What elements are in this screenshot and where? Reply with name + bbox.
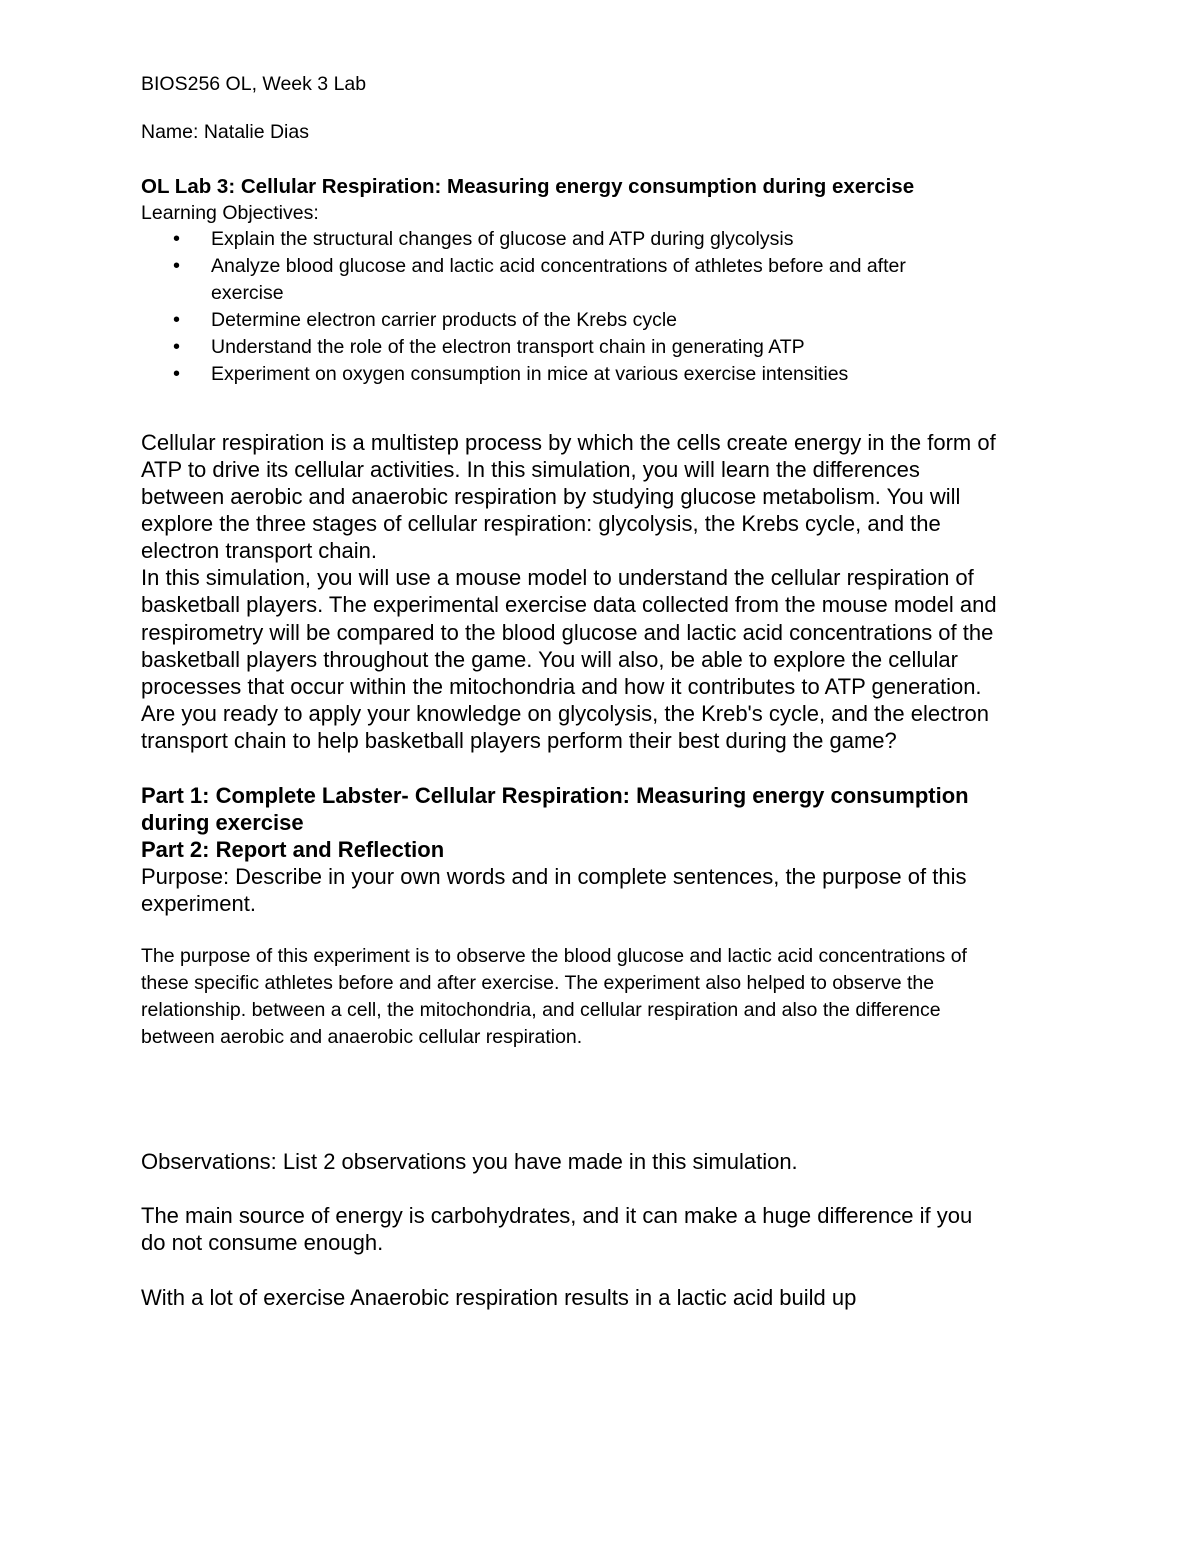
objective-item: • Analyze blood glucose and lactic acid concentrations of athletes before and after xyxy=(141,253,906,280)
observations-prompt: Observations: List 2 observations you have made in this simulation. xyxy=(141,1149,798,1174)
lab-title: OL Lab 3: Cellular Respiration: Measuring energy consumption during exercise xyxy=(141,175,915,198)
purpose-answer-line: between aerobic and anaerobic cellular respiration. xyxy=(141,1026,583,1048)
intro-line: processes that occur within the mitochondria and how it contributes to ATP generation. xyxy=(141,674,982,699)
part1-heading: Part 1: Complete Labster- Cellular Respiration: Measuring energy consumption xyxy=(141,783,969,808)
part2-heading: Part 2: Report and Reflection xyxy=(141,837,445,862)
intro-line: explore the three stages of cellular respiration: glycolysis, the Krebs cycle, and the xyxy=(141,511,941,536)
intro-line: basketball players. The experimental exercise data collected from the mouse model and xyxy=(141,592,997,617)
purpose-prompt: Purpose: Describe in your own words and in complete sentences, the purpose of this xyxy=(141,864,967,889)
student-name: Name: Natalie Dias xyxy=(141,121,309,143)
objectives-heading: Learning Objectives: xyxy=(141,202,319,224)
objective-item: • Explain the structural changes of glucose and ATP during glycolysis xyxy=(141,226,906,253)
observation-1-line: The main source of energy is carbohydrates, and it can make a huge difference if you xyxy=(141,1203,973,1228)
objective-item-continuation: exercise xyxy=(211,282,284,304)
intro-line: In this simulation, you will use a mouse model to understand the cellular respiration of xyxy=(141,565,974,590)
purpose-answer-line: The purpose of this experiment is to observe the blood glucose and lactic acid concentrations of xyxy=(141,945,967,967)
intro-line: basketball players throughout the game. You will also, be able to explore the cellular xyxy=(141,647,958,672)
intro-line: respirometry will be compared to the blood glucose and lactic acid concentrations of the xyxy=(141,620,994,645)
purpose-answer-line: relationship. between a cell, the mitochondria, and cellular respiration and also the difference xyxy=(141,999,941,1021)
objective-item: • Understand the role of the electron transport chain in generating ATP xyxy=(141,334,906,361)
observation-2: With a lot of exercise Anaerobic respiration results in a lactic acid build up xyxy=(141,1285,857,1310)
objective-item: • Determine electron carrier products of the Krebs cycle xyxy=(141,307,906,334)
intro-line: transport chain to help basketball players perform their best during the game? xyxy=(141,728,897,753)
part1-heading-cont: during exercise xyxy=(141,810,304,835)
objectives-list xyxy=(141,226,906,388)
intro-line: between aerobic and anaerobic respiration by studying glucose metabolism. You will xyxy=(141,484,961,509)
purpose-answer-line: these specific athletes before and after exercise. The experiment also helped to observe the xyxy=(141,972,935,994)
course-header: BIOS256 OL, Week 3 Lab xyxy=(141,73,367,95)
intro-line: Cellular respiration is a multistep process by which the cells create energy in the form of xyxy=(141,430,996,455)
intro-line: electron transport chain. xyxy=(141,538,378,563)
intro-line: ATP to drive its cellular activities. In this simulation, you will learn the differences xyxy=(141,457,920,482)
observation-1-line: do not consume enough. xyxy=(141,1230,384,1255)
objective-item: • Experiment on oxygen consumption in mice at various exercise intensities xyxy=(141,361,906,388)
intro-line: Are you ready to apply your knowledge on glycolysis, the Kreb's cycle, and the electron xyxy=(141,701,989,726)
purpose-prompt-cont: experiment. xyxy=(141,891,256,916)
